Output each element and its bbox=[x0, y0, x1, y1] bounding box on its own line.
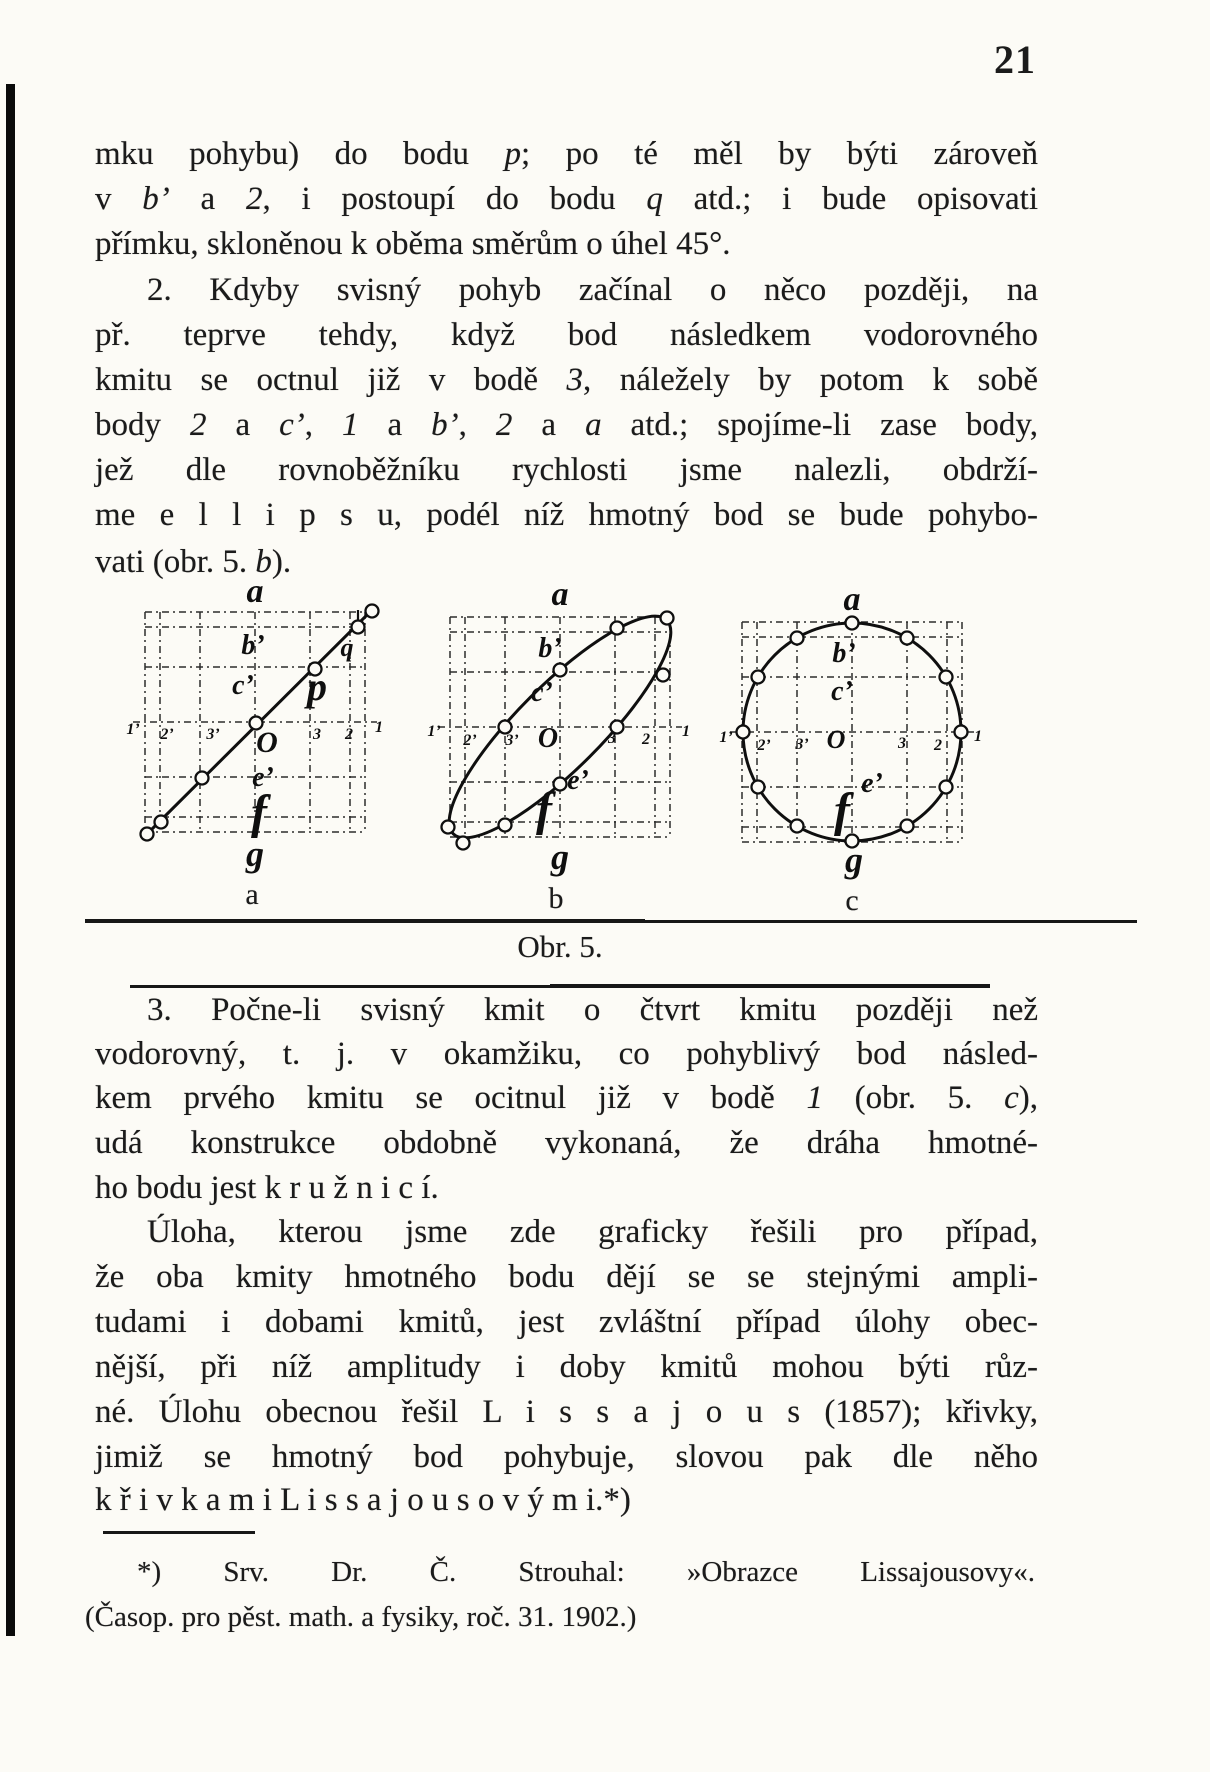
text-line: udá konstrukce obdobně vykonaná, že dráha hmotné- bbox=[95, 1125, 1038, 1161]
label-g: g bbox=[246, 834, 264, 874]
label-a: a bbox=[843, 581, 861, 618]
svg-text:2: 2 bbox=[642, 731, 650, 748]
footnote-line: *) Srv. Dr. Č. Strouhal: »Obrazce Lissajousovy«. bbox=[137, 1556, 1035, 1588]
divider-rule bbox=[645, 920, 1137, 923]
svg-text:2: 2 bbox=[934, 737, 942, 754]
text-line: tudami i dobami kmitů, jest zvláštní případ úlohy obec- bbox=[95, 1304, 1038, 1340]
text-line: body 2 a c’, 1 a b’, 2 a a atd.; spojíme-li zase body, bbox=[95, 407, 1038, 443]
label-f: f bbox=[251, 786, 267, 839]
label-o: O bbox=[826, 725, 846, 754]
label-p: p bbox=[307, 664, 327, 709]
text-line: mku pohybu) do bodu p; po té měl by býti zároveň bbox=[95, 136, 1038, 172]
panel-caption-a: a bbox=[245, 878, 259, 911]
text-line: jimiž se hmotný bod pohybuje, slovou pak dle něho bbox=[95, 1439, 1038, 1475]
figure-panel-a bbox=[125, 570, 385, 874]
footnote-rule bbox=[103, 1531, 255, 1534]
panel-caption-b: b bbox=[548, 882, 564, 915]
text-line: ho bodu jest k r u ž n i c í. bbox=[95, 1170, 439, 1206]
spine-shadow-bar bbox=[6, 84, 15, 1636]
svg-text:1’: 1’ bbox=[126, 721, 140, 738]
label-b-prime: b’ bbox=[832, 638, 856, 669]
svg-text:3: 3 bbox=[898, 735, 906, 752]
svg-text:3: 3 bbox=[608, 730, 616, 747]
svg-text:3’: 3’ bbox=[206, 726, 220, 743]
svg-text:1: 1 bbox=[974, 728, 982, 745]
text-line: jež dle rovnoběžníku rychlosti jsme nalezli, obdrží- bbox=[95, 452, 1038, 488]
label-b-prime: b’ bbox=[538, 633, 562, 664]
label-c-prime: c’ bbox=[831, 676, 853, 707]
svg-text:2’: 2’ bbox=[463, 732, 477, 749]
text-line: 3. Počne-li svisný kmit o čtvrt kmitu později než bbox=[147, 992, 1038, 1028]
panel-caption-c: c bbox=[845, 884, 859, 917]
label-g: g bbox=[845, 840, 863, 880]
label-g: g bbox=[551, 837, 569, 877]
text-line: me e l l i p s u, podél níž hmotný bod se bude pohybo- bbox=[95, 497, 1038, 533]
label-f: f bbox=[834, 784, 850, 837]
label-e-prime: e’ bbox=[861, 768, 883, 799]
figure-panel-c bbox=[719, 580, 982, 884]
text-line: př. teprve tehdy, když bod následkem vodorovného bbox=[95, 317, 1038, 353]
label-c-prime: c’ bbox=[232, 670, 254, 701]
text-line: v b’ a 2, i postoupí do bodu q atd.; i bude opisovati bbox=[95, 181, 1038, 217]
label-q: q bbox=[340, 633, 354, 662]
text-line: přímku, skloněnou k oběma směrům o úhel 45°. bbox=[95, 226, 731, 262]
text-line: Úloha, kterou jsme zde graficky řešili pro případ, bbox=[147, 1214, 1038, 1250]
svg-text:2’: 2’ bbox=[160, 726, 174, 743]
figure-panel-b bbox=[427, 575, 690, 879]
svg-text:2’: 2’ bbox=[757, 737, 771, 754]
label-o: O bbox=[256, 726, 278, 759]
svg-text:3: 3 bbox=[313, 726, 321, 743]
text-line: 2. Kdyby svisný pohyb začínal o něco později, na bbox=[147, 272, 1038, 308]
label-e-prime: e’ bbox=[567, 765, 589, 796]
page-number: 21 bbox=[994, 37, 1036, 82]
svg-text:1: 1 bbox=[375, 719, 383, 736]
label-f: f bbox=[536, 783, 552, 836]
label-a: a bbox=[551, 576, 569, 613]
divider-rule bbox=[85, 919, 645, 923]
label-a: a bbox=[246, 573, 264, 610]
text-line: vodorovný, t. j. v okamžiku, co pohyblivý bod násled- bbox=[95, 1036, 1038, 1072]
text-line: né. Úlohu obecnou řešil L i s s a j o u s (1857); křivky, bbox=[95, 1394, 1038, 1430]
svg-text:1’: 1’ bbox=[427, 723, 441, 740]
svg-text:3’: 3’ bbox=[505, 732, 519, 749]
figure-caption: Obr. 5. bbox=[517, 929, 603, 964]
svg-text:3’: 3’ bbox=[795, 736, 809, 753]
text-line: že oba kmity hmotného bodu dějí se se stejnými ampli- bbox=[95, 1259, 1038, 1295]
text-line: nější, při níž amplitudy i doby kmitů mohou býti růz- bbox=[95, 1349, 1038, 1385]
label-c-prime: c’ bbox=[531, 677, 553, 708]
svg-text:1: 1 bbox=[682, 723, 690, 740]
text-line: kmitu se octnul již v bodě 3, náležely by potom k sobě bbox=[95, 362, 1038, 398]
footnote-line: (Časop. pro pěst. math. a fysiky, roč. 31. 1902.) bbox=[85, 1601, 637, 1633]
label-o: O bbox=[537, 723, 559, 754]
svg-text:1’: 1’ bbox=[719, 729, 733, 746]
text-line: k ř i v k a m i L i s s a j o u s o v ý m i.*) bbox=[95, 1482, 631, 1518]
label-b-prime: b’ bbox=[241, 630, 265, 661]
label-e-prime: e’ bbox=[252, 762, 274, 793]
svg-text:2: 2 bbox=[345, 726, 353, 743]
text-line: kem prvého kmitu se ocitnul již v bodě 1 (obr. 5. c), bbox=[95, 1080, 1038, 1116]
text-line: vati (obr. 5. b). bbox=[95, 544, 292, 580]
